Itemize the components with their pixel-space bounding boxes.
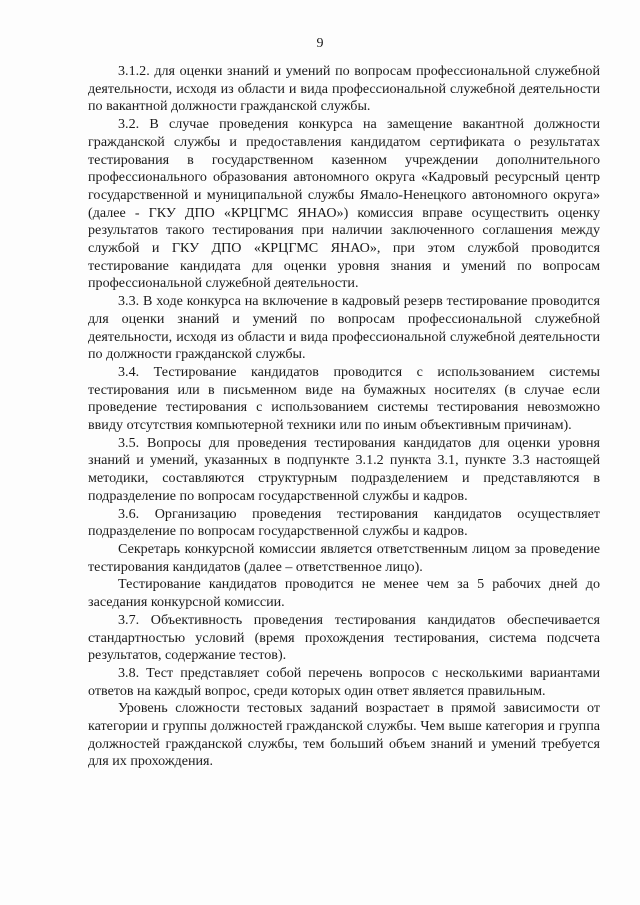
paragraph-3-1-2: 3.1.2. для оценки знаний и умений по вопросам профессиональной служебной деятельности, исходя из области и вида профессиональной служебной деятельности по вакантной должности гражданской службы. bbox=[88, 63, 600, 115]
paragraph-3-6: 3.6. Организацию проведения тестирования кандидатов осуществляет подразделение по вопросам государственной службы и кадров. bbox=[88, 505, 600, 540]
paragraph-testing-deadline: Тестирование кандидатов проводится не менее чем за 5 рабочих дней до заседания конкурсной комиссии. bbox=[88, 576, 600, 611]
paragraph-secretary: Секретарь конкурсной комиссии является ответственным лицом за проведение тестирования кандидатов (далее – ответственное лицо). bbox=[88, 540, 600, 575]
paragraph-3-7: 3.7. Объективность проведения тестирования кандидатов обеспечивается стандартностью условий (время прохождения тестирования, система подсчета результатов, содержание тестов). bbox=[88, 611, 600, 664]
document-body bbox=[88, 63, 600, 771]
paragraph-3-8: 3.8. Тест представляет собой перечень вопросов с несколькими вариантами ответов на каждый вопрос, среди которых один ответ является правильным. bbox=[88, 664, 600, 699]
paragraph-3-4: 3.4. Тестирование кандидатов проводится с использованием системы тестирования или в письменном виде на бумажных носителях (в случае если проведение тестирования с использованием системы тестирования невозможно ввиду отсутствия компьютерной техники или по иным объективным причинам). bbox=[88, 363, 600, 434]
page-number: 9 bbox=[316, 36, 324, 51]
paragraph-difficulty-level: Уровень сложности тестовых заданий возрастает в прямой зависимости от категории и группы должностей гражданской службы. Чем выше категория и группа должностей гражданской службы, тем больший объем знаний и умений требуется для их прохождения. bbox=[88, 700, 600, 770]
paragraph-3-5: 3.5. Вопросы для проведения тестирования кандидатов для оценки уровня знаний и умений, указанных в подпункте 3.1.2 пункта 3.1, пункте 3.3 настоящей методики, составляются структурным подразделением и представляются в подразделение по вопросам государственной службы и кадров. bbox=[88, 434, 600, 504]
paragraph-3-2: 3.2. В случае проведения конкурса на замещение вакантной должности гражданской службы и предоставления кандидатом сертификата о результатах тестирования в государственном казенном учреждении дополнительного профессионального образования автономного округа «Кадровый ресурсный центр государственной и муниципальной службы Ямало-Ненецкого автономного округа» (далее - ГКУ ДПО «КРЦГМС ЯНАО») комиссия вправе осуществить оценку результатов такого тестирования при наличии заключенного соглашения между службой и ГКУ ДПО «КРЦГМС ЯНАО», при этом службой проводится тестирование кандидата для оценки уровня знания и умений по вопросам профессиональной служебной деятельности. bbox=[88, 116, 600, 292]
paragraph-3-3: 3.3. В ходе конкурса на включение в кадровый резерв тестирование проводится для оценки знаний и умений по вопросам профессиональной служебной деятельности, исходя из области и вида профессиональной служебной деятельности по должности гражданской службы. bbox=[88, 293, 600, 363]
